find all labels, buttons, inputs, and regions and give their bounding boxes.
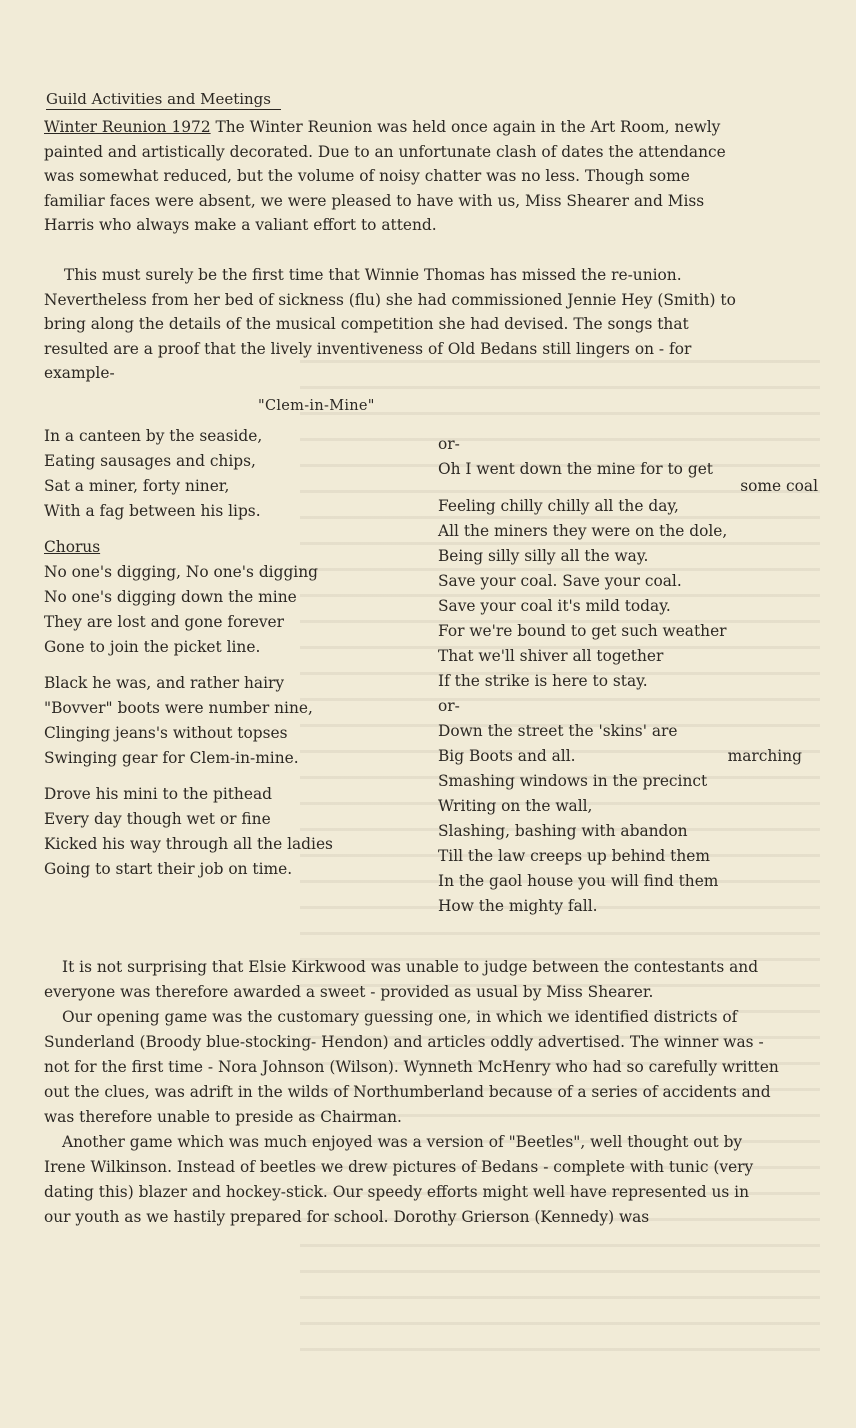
intro-paragraph <box>44 115 744 238</box>
verse-line: Going to start their job on time. <box>44 860 293 878</box>
verse-line: For we're bound to get such weather <box>438 622 727 640</box>
verse-line: All the miners they were on the dole, <box>438 522 728 540</box>
or-label: or- <box>438 435 460 453</box>
verse-line: Kicked his way through all the ladies <box>44 835 333 853</box>
intro-text: The Winter Reunion was held once again in the Art Room, newly painted and artistically decorated. Due to an unfortunate clash of dates the attendance was somewhat reduced, but the volume of noisy chatter was no less. Though some familiar faces were absent, we were pleased to have with us, Miss Shearer and Miss Harris who always make a valiant effort to attend. <box>44 118 726 235</box>
verse-1 <box>44 424 424 524</box>
verse-line: No one's digging down the mine <box>44 588 297 606</box>
verse-line: "Bovver" boots were number nine, <box>44 699 313 717</box>
verse-line: Swinging gear for Clem-in-mine. <box>44 749 299 767</box>
verse-line: Writing on the wall, <box>438 797 593 815</box>
verse-line: Feeling chilly chilly all the day, <box>438 497 679 515</box>
chorus-label: Chorus <box>44 538 101 556</box>
verse-line: Down the street the 'skins' are <box>438 722 678 740</box>
verse-line: Gone to join the picket line. <box>44 638 261 656</box>
verse-line-continuation: some coal <box>740 477 818 495</box>
verse-line: Save your coal it's mild today. <box>438 597 671 615</box>
verse-line: Oh I went down the mine for to get <box>438 460 713 478</box>
closing-paragraphs <box>44 955 779 1230</box>
verse-line-marching: marching <box>727 747 802 765</box>
closing-paragraph: It is not surprising that Elsie Kirkwood was unable to judge between the contestants and everyone was therefore awarded a sweet - provided as usual by Miss Shearer. <box>44 958 759 1001</box>
verse-line: Save your coal. Save your coal. <box>438 572 682 590</box>
verse-line: How the mighty fall. <box>438 897 598 915</box>
second-paragraph <box>44 263 749 386</box>
verse-line: If the strike is here to stay. <box>438 672 648 690</box>
verse-line: Till the law creeps up behind them <box>438 847 710 865</box>
right-song-column <box>438 432 818 919</box>
verse-line: They are lost and gone forever <box>44 613 285 631</box>
verse-line: Black he was, and rather hairy <box>44 674 285 692</box>
verse-line <box>438 744 818 769</box>
verse-line: With a fag between his lips. <box>44 502 261 520</box>
verse-line: Eating sausages and chips, <box>44 452 256 470</box>
section-heading: Guild Activities and Meetings <box>46 89 281 110</box>
intro-lead: Winter Reunion 1972 <box>44 118 211 136</box>
verse-line-text: Big Boots and all. <box>438 747 576 765</box>
song-title: "Clem-in-Mine" <box>258 398 375 414</box>
verse-2 <box>44 671 424 771</box>
second-paragraph-text: This must surely be the first time that Winnie Thomas has missed the re-union. Nevertheless from her bed of sickness (flu) she had commissioned Jennie Hey (Smith) to bring along the details of the musical competition she had devised. The songs that resulted are a proof that the lively inventiveness of Old Bedans still lingers on - for example- <box>44 266 736 383</box>
verse-line: Clinging jeans's without topses <box>44 724 288 742</box>
verse-line: Smashing windows in the precinct <box>438 772 708 790</box>
left-song-column <box>44 424 424 893</box>
verse-line: Every day though wet or fine <box>44 810 271 828</box>
verse-3 <box>44 782 424 882</box>
or-label: or- <box>438 697 460 715</box>
verse-line: Being silly silly all the way. <box>438 547 649 565</box>
closing-paragraph: Another game which was much enjoyed was a version of "Beetles", well thought out by Irene Wilkinson. Instead of beetles we drew pictures of Bedans - complete with tunic (very dating this) blazer and hockey-stick. Our speedy efforts might well have represented us in our youth as we hastily prepared for school. Dorothy Grierson (Kennedy) was <box>44 1133 754 1226</box>
verse-line: That we'll shiver all together <box>438 647 664 665</box>
verse-line: Drove his mini to the pithead <box>44 785 272 803</box>
closing-paragraph: Our opening game was the customary guessing one, in which we identified districts of Sunderland (Broody blue-stocking- Hendon) and articles oddly advertised. The winner was - not for the first time - Nora Johnson (Wilson). Wynneth McHenry who had so carefully written out the clues, was adrift in the wilds of Northumberland because of a series of accidents and was therefore unable to preside as Chairman. <box>44 1008 779 1126</box>
verse-line: No one's digging, No one's digging <box>44 563 318 581</box>
verse-line: In the gaol house you will find them <box>438 872 719 890</box>
verse-line: In a canteen by the seaside, <box>44 427 263 445</box>
chorus <box>44 535 424 660</box>
verse-line: Slashing, bashing with abandon <box>438 822 688 840</box>
verse-line: Sat a miner, forty niner, <box>44 477 230 495</box>
